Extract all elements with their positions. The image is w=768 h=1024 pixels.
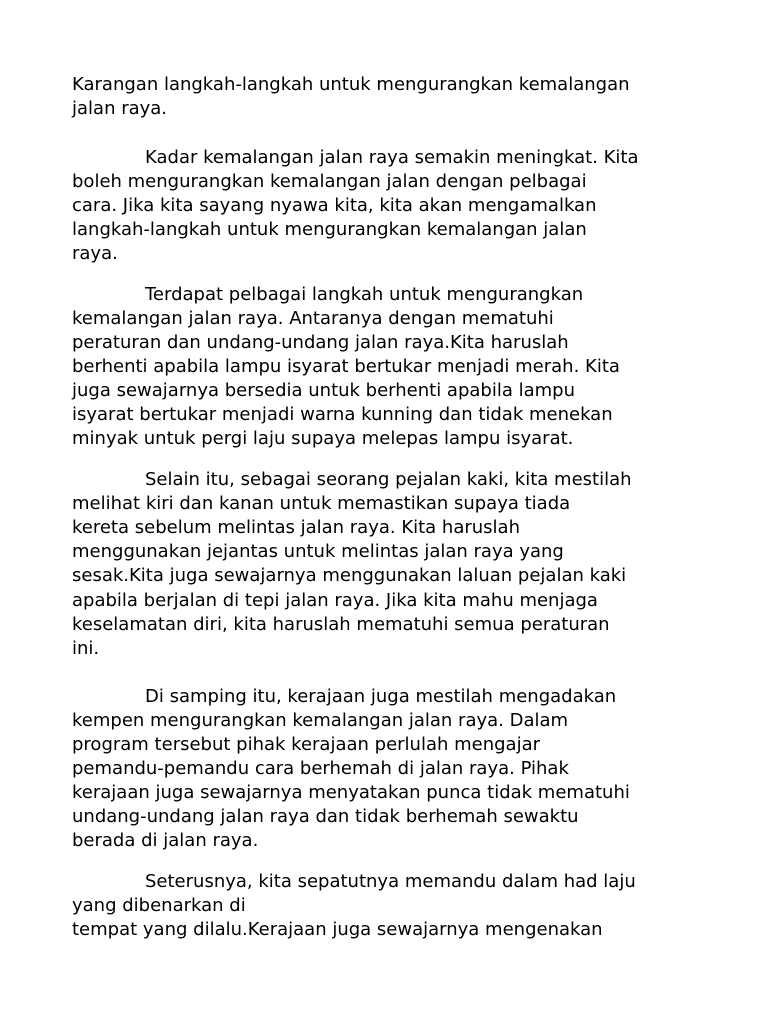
paragraph-5-line-1: Seterusnya, kita sepatutnya memandu dalam had laju — [145, 871, 636, 892]
paragraph-3-line-2: melihat kiri dan kanan untuk memastikan supaya tiada — [72, 493, 571, 514]
paragraph-1-line-5: raya. — [72, 243, 118, 264]
paragraph-4-line-2: kempen mengurangkan kemalangan jalan raya. Dalam — [72, 710, 569, 731]
paragraph-2-line-1: Terdapat pelbagai langkah untuk mengurangkan — [145, 284, 584, 305]
paragraph-2-line-2: kemalangan jalan raya. Antaranya dengan mematuhi — [72, 308, 554, 329]
paragraph-5-line-2: yang dibenarkan di — [72, 895, 246, 916]
paragraph-1-line-1: Kadar kemalangan jalan raya semakin meningkat. Kita — [145, 147, 639, 168]
paragraph-3-line-5: sesak.Kita juga sewajarnya menggunakan laluan pejalan kaki — [72, 565, 627, 586]
paragraph-4-line-1: Di samping itu, kerajaan juga mestilah mengadakan — [145, 686, 617, 707]
paragraph-1-line-3: cara. Jika kita sayang nyawa kita, kita akan mengamalkan — [72, 195, 597, 216]
paragraph-3-line-1: Selain itu, sebagai seorang pejalan kaki, kita mestilah — [145, 469, 632, 490]
document-title-line-1: Karangan langkah-langkah untuk mengurangkan kemalangan — [72, 74, 630, 95]
paragraph-2-line-5: juga sewajarnya bersedia untuk berhenti apabila lampu — [72, 380, 575, 401]
paragraph-5-line-3: tempat yang dilalu.Kerajaan juga sewajarnya mengenakan — [72, 919, 603, 940]
paragraph-4-line-5: kerajaan juga sewajarnya menyatakan punca tidak mematuhi — [72, 782, 630, 803]
paragraph-1-line-4: langkah-langkah untuk mengurangkan kemalangan jalan — [72, 219, 587, 240]
paragraph-2-line-7: minyak untuk pergi laju supaya melepas lampu isyarat. — [72, 428, 574, 449]
paragraph-4-line-6: undang-undang jalan raya dan tidak berhemah sewaktu — [72, 806, 579, 827]
paragraph-3-line-4: menggunakan jejantas untuk melintas jalan raya yang — [72, 541, 564, 562]
paragraph-2-line-6: isyarat bertukar menjadi warna kunning dan tidak menekan — [72, 404, 613, 425]
paragraph-3-line-7: keselamatan diri, kita haruslah mematuhi semua peraturan — [72, 614, 610, 635]
document-title-line-2: jalan raya. — [72, 98, 168, 119]
paragraph-3-line-6: apabila berjalan di tepi jalan raya. Jika kita mahu menjaga — [72, 590, 598, 611]
paragraph-1-line-2: boleh mengurangkan kemalangan jalan dengan pelbagai — [72, 171, 587, 192]
paragraph-4-line-7: berada di jalan raya. — [72, 830, 259, 851]
paragraph-3-line-3: kereta sebelum melintas jalan raya. Kita haruslah — [72, 517, 520, 538]
paragraph-4-line-3: program tersebut pihak kerajaan perlulah mengajar — [72, 734, 541, 755]
paragraph-3-line-8: ini. — [72, 638, 100, 659]
paragraph-4-line-4: pemandu-pemandu cara berhemah di jalan raya. Pihak — [72, 758, 569, 779]
paragraph-2-line-3: peraturan dan undang-undang jalan raya.Kita haruslah — [72, 332, 569, 353]
paragraph-2-line-4: berhenti apabila lampu isyarat bertukar menjadi merah. Kita — [72, 356, 620, 377]
